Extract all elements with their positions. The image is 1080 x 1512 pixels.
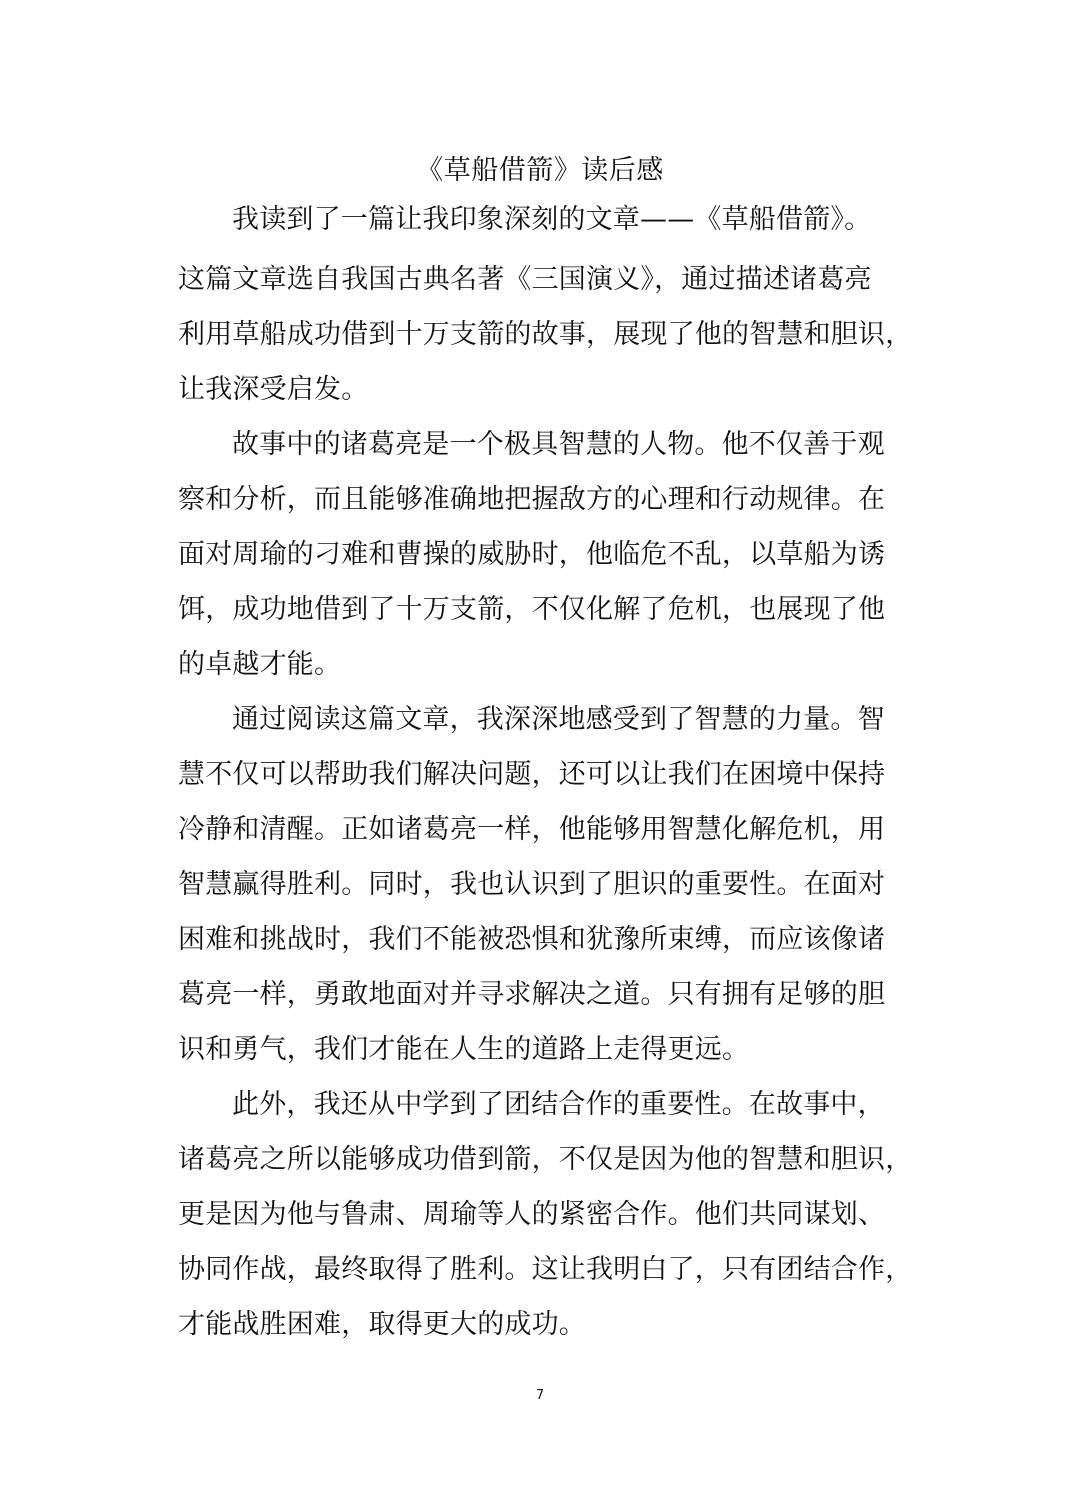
paragraph-3-line-2: 慧不仅可以帮助我们解决问题，还可以让我们在困境中保持 xyxy=(178,759,886,790)
paragraph-1-line-1: 我读到了一篇让我印象深刻的文章——《草船借箭》。 xyxy=(232,204,872,235)
paragraph-3-line-7: 识和勇气，我们才能在人生的道路上走得更远。 xyxy=(178,1034,750,1065)
paragraph-2-line-2: 察和分析，而且能够准确地把握敌方的心理和行动规律。在 xyxy=(178,484,886,515)
paragraph-2-line-3: 面对周瑜的刁难和曹操的威胁时，他临危不乱，以草船为诱 xyxy=(178,539,886,570)
paragraph-3-line-4: 智慧赢得胜利。同时，我也认识到了胆识的重要性。在面对 xyxy=(178,869,886,900)
paragraph-1-line-4: 让我深受启发。 xyxy=(178,374,369,405)
paragraph-2-line-4: 饵，成功地借到了十万支箭，不仅化解了危机，也展现了他 xyxy=(178,594,886,625)
paragraph-4-line-1: 此外，我还从中学到了团结合作的重要性。在故事中， xyxy=(232,1089,885,1120)
paragraph-4-line-5: 才能战胜困难，取得更大的成功。 xyxy=(178,1309,586,1340)
paragraph-2-line-1: 故事中的诸葛亮是一个极具智慧的人物。他不仅善于观 xyxy=(232,429,885,460)
paragraph-1-line-3: 利用草船成功借到十万支箭的故事，展现了他的智慧和胆识， xyxy=(178,319,913,350)
paragraph-1-line-2: 这篇文章选自我国古典名著《三国演义》，通过描述诸葛亮 xyxy=(178,264,872,295)
paragraph-3-line-3: 冷静和清醒。正如诸葛亮一样，他能够用智慧化解危机，用 xyxy=(178,814,886,845)
paragraph-4-line-4: 协同作战，最终取得了胜利。这让我明白了，只有团结合作， xyxy=(178,1254,913,1285)
paragraph-4-line-3: 更是因为他与鲁肃、周瑜等人的紧密合作。他们共同谋划、 xyxy=(178,1199,886,1230)
page-number: 7 xyxy=(535,1388,545,1403)
paragraph-3-line-1: 通过阅读这篇文章，我深深地感受到了智慧的力量。智 xyxy=(232,704,885,735)
paragraph-4-line-2: 诸葛亮之所以能够成功借到箭，不仅是因为他的智慧和胆识， xyxy=(178,1144,913,1175)
paragraph-3-line-5: 困难和挑战时，我们不能被恐惧和犹豫所束缚，而应该像诸 xyxy=(178,924,886,955)
paragraph-3-line-6: 葛亮一样，勇敢地面对并寻求解决之道。只有拥有足够的胆 xyxy=(178,979,886,1010)
paragraph-2-line-5: 的卓越才能。 xyxy=(178,649,342,680)
document-title: 《草船借箭》读后感 xyxy=(416,155,664,186)
